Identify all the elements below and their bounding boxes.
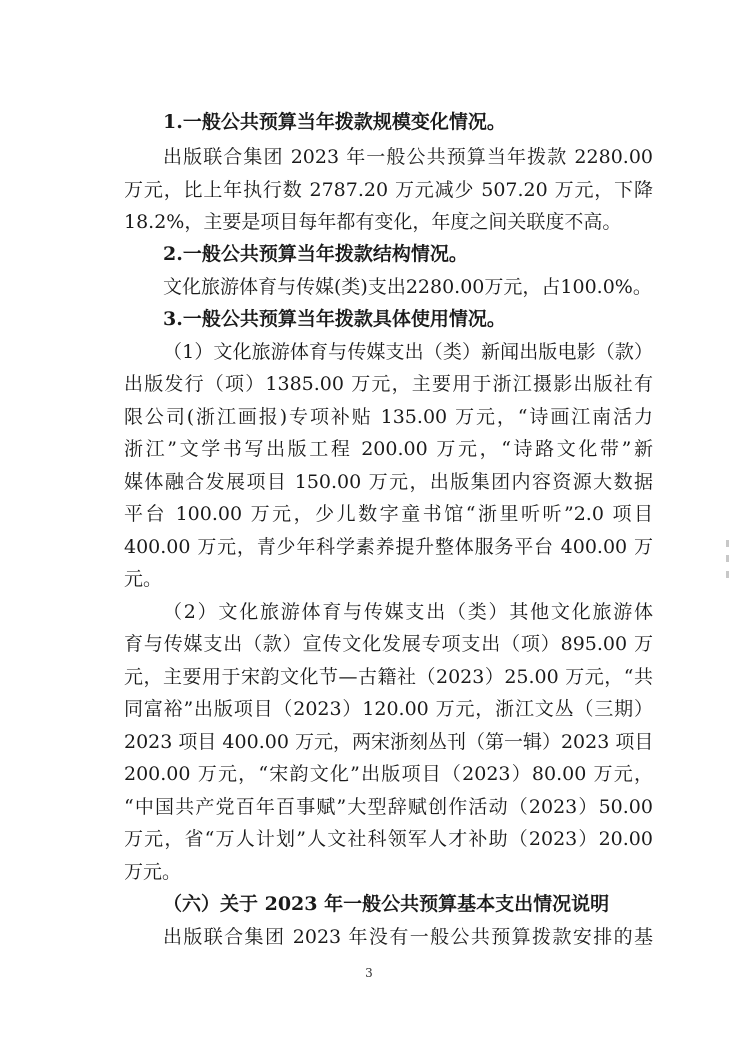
paragraph-line: 平台 100.00 万元，少儿数字童书馆“浙里听听”2.0 项目 [124,503,653,525]
paragraph-line: 万元，省“万人计划”人文社科领军人才补助（2023）20.00 [124,828,653,850]
paragraph-line: 万元，比上年执行数 2787.20 万元减少 507.20 万元，下降 [124,179,653,201]
paragraph-line: 2023 项目 400.00 万元，两宋浙刻丛刊（第一辑）2023 项目 [124,731,654,753]
paragraph-line: 浙江”文学书写出版工程 200.00 万元，“诗路文化带”新 [124,438,653,460]
section-heading-2: 2.一般公共预算当年拨款结构情况。 [163,243,468,265]
paragraph-line: 200.00 万元，“宋韵文化”出版项目（2023）80.00 万元， [124,763,653,785]
page-number: 3 [365,966,373,980]
paragraph-line: 文化旅游体育与传媒(类)支出2280.00万元，占100.0%。 [163,276,652,298]
paragraph-line: 万元。 [124,861,182,883]
paragraph-line: 限公司(浙江画报)专项补贴 135.00 万元，“诗画江南活力 [124,406,653,428]
section-heading-1: 1.一般公共预算当年拨款规模变化情况。 [163,111,506,133]
paragraph-line: “中国共产党百年百事赋”大型辞赋创作活动（2023）50.00 [124,796,653,818]
paragraph-line: 元。 [124,568,163,590]
paragraph-line: 400.00 万元，青少年科学素养提升整体服务平台 400.00 万 [124,536,653,558]
scan-edge-mark [726,540,729,547]
section-heading-six: （六）关于 2023 年一般公共预算基本支出情况说明 [163,893,610,915]
paragraph-line: 同富裕”出版项目（2023）120.00 万元，浙江文丛（三期） [124,698,653,720]
paragraph-line: 出版联合集团 2023 年一般公共预算当年拨款 2280.00 [163,146,653,168]
paragraph-line: 出版联合集团 2023 年没有一般公共预算拨款安排的基 [163,926,653,948]
scan-edge-mark [726,555,729,562]
paragraph-line: 元，主要用于宋韵文化节—古籍社（2023）25.00 万元，“共 [124,666,653,688]
paragraph-line: （2）文化旅游体育与传媒支出（类）其他文化旅游体 [163,601,653,623]
scan-edge-mark [726,571,729,578]
paragraph-line: 18.2%，主要是项目每年都有变化，年度之间关联度不高。 [124,211,622,233]
paragraph-line: 育与传媒支出（款）宣传文化发展专项支出（项）895.00 万 [124,633,653,655]
paragraph-line: 出版发行（项）1385.00 万元，主要用于浙江摄影出版社有 [124,373,653,395]
section-heading-3: 3.一般公共预算当年拨款具体使用情况。 [163,308,506,330]
paragraph-line: （1）文化旅游体育与传媒支出（类）新闻出版电影（款） [163,341,653,363]
paragraph-line: 媒体融合发展项目 150.00 万元，出版集团内容资源大数据 [124,471,653,493]
